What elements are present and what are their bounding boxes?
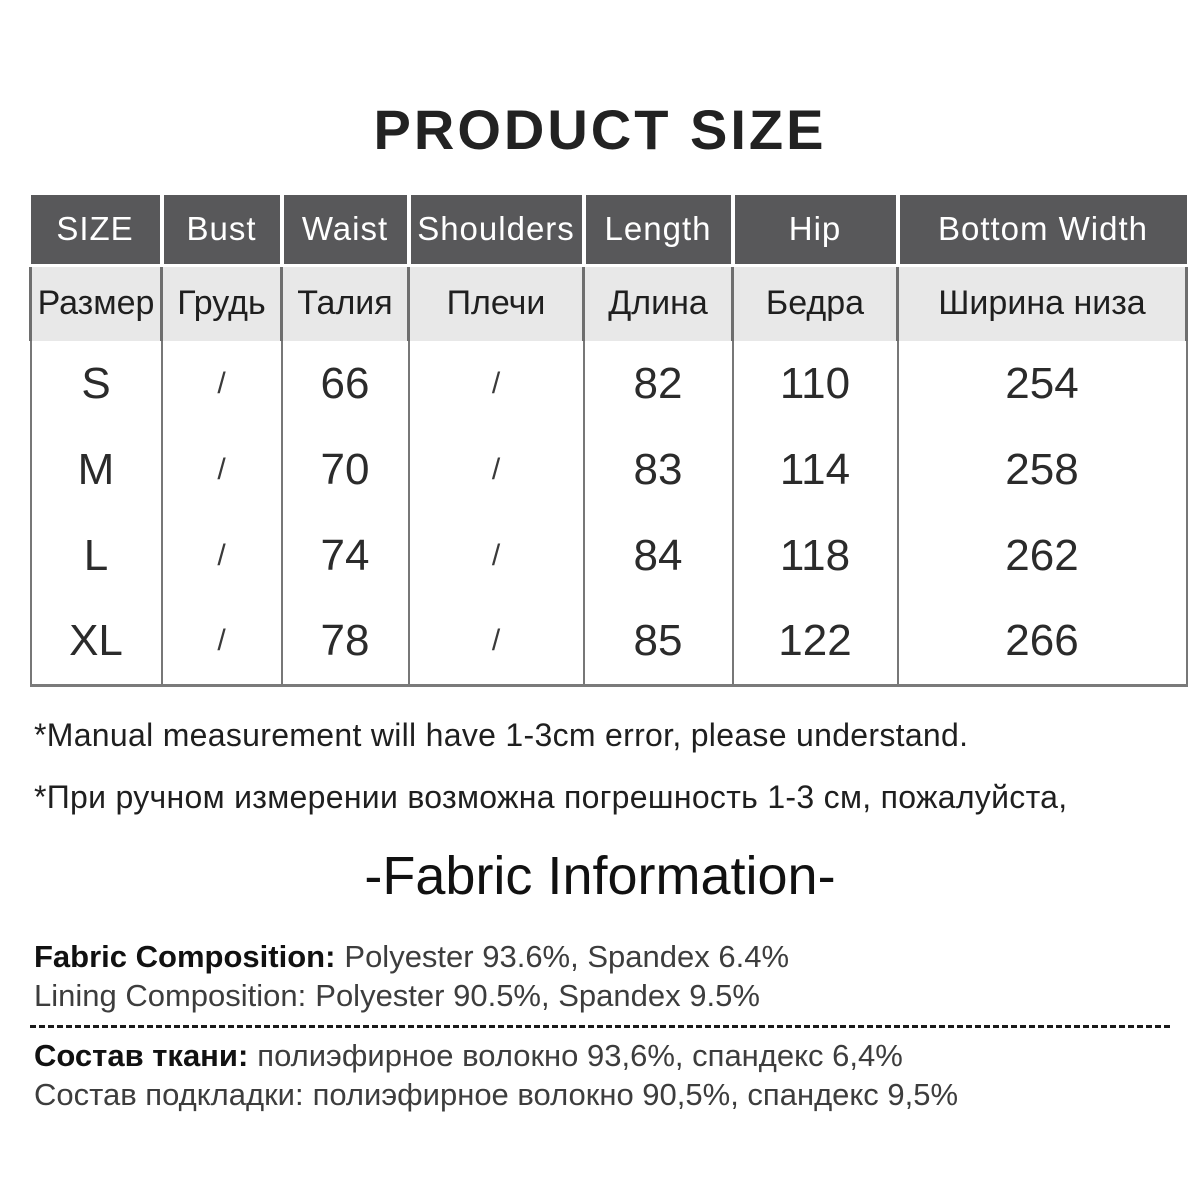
header-length-ru: Длина [584, 265, 733, 341]
header-bust-ru: Грудь [162, 265, 282, 341]
cell-size: L [31, 513, 162, 599]
fabric-composition-label: Fabric Composition: [34, 938, 336, 974]
cell-waist: 78 [282, 599, 409, 685]
cell-length: 84 [584, 513, 733, 599]
cell-bust: / [162, 427, 282, 513]
cell-waist: 66 [282, 341, 409, 427]
header-shoulders-ru: Плечи [409, 265, 584, 341]
cell-length: 83 [584, 427, 733, 513]
note-en: *Manual measurement will have 1-3cm error, please understand. [34, 716, 969, 753]
cell-hip: 110 [733, 341, 898, 427]
measurement-notes [34, 715, 1200, 817]
size-row-s [31, 341, 1187, 427]
cell-shoulders: / [409, 513, 584, 599]
header-bottom-width-ru: Ширина низа [898, 265, 1187, 341]
header-waist: Waist [282, 195, 409, 265]
dashed-divider [30, 1025, 1170, 1028]
cell-bottom-width: 266 [898, 599, 1187, 685]
lining-composition-label: Lining Composition: [34, 977, 307, 1013]
fabric-composition-block-ru [34, 1036, 1170, 1114]
cell-bottom-width: 254 [898, 341, 1187, 427]
cell-size: M [31, 427, 162, 513]
fabric-composition-value: Polyester 93.6%, Spandex 6.4% [344, 938, 790, 974]
cell-size: S [31, 341, 162, 427]
lining-composition-ru-label: Состав подкладки: [34, 1076, 304, 1112]
header-size-ru: Размер [31, 265, 162, 341]
cell-bust: / [162, 599, 282, 685]
header-hip: Hip [733, 195, 898, 265]
cell-waist: 70 [282, 427, 409, 513]
size-row-l [31, 513, 1187, 599]
cell-size: XL [31, 599, 162, 685]
fabric-composition-ru-value: полиэфирное волокно 93,6%, спандекс 6,4% [257, 1037, 903, 1073]
lining-composition-ru [34, 1075, 1170, 1114]
cell-length: 82 [584, 341, 733, 427]
size-table [29, 195, 1188, 687]
fabric-composition-ru-label: Состав ткани: [34, 1037, 249, 1073]
header-size: SIZE [31, 195, 162, 265]
lining-composition-en [34, 976, 1170, 1015]
cell-bottom-width: 258 [898, 427, 1187, 513]
lining-composition-ru-value: полиэфирное волокно 90,5%, спандекс 9,5% [312, 1076, 959, 1112]
cell-length: 85 [584, 599, 733, 685]
size-row-m [31, 427, 1187, 513]
header-bottom-width: Bottom Width [898, 195, 1187, 265]
header-hip-ru: Бедра [733, 265, 898, 341]
fabric-composition-block [34, 937, 1170, 1015]
fabric-information-heading: -Fabric Information- [364, 845, 836, 906]
table-header-row-ru [31, 265, 1187, 341]
cell-hip: 114 [733, 427, 898, 513]
cell-shoulders: / [409, 341, 584, 427]
cell-shoulders: / [409, 599, 584, 685]
note-ru: *При ручном измерении возможна погрешность 1-3 см, пожалуйста, [34, 778, 1068, 815]
cell-bottom-width: 262 [898, 513, 1187, 599]
size-row-xl [31, 599, 1187, 685]
cell-shoulders: / [409, 427, 584, 513]
header-waist-ru: Талия [282, 265, 409, 341]
page-title: PRODUCT SIZE [373, 98, 827, 161]
fabric-composition-ru [34, 1036, 1170, 1075]
fabric-composition-en [34, 937, 1170, 976]
cell-bust: / [162, 513, 282, 599]
header-shoulders: Shoulders [409, 195, 584, 265]
cell-bust: / [162, 341, 282, 427]
table-header-row-en [31, 195, 1187, 265]
lining-composition-value: Polyester 90.5%, Spandex 9.5% [315, 977, 760, 1013]
header-bust: Bust [162, 195, 282, 265]
cell-hip: 118 [733, 513, 898, 599]
cell-waist: 74 [282, 513, 409, 599]
cell-hip: 122 [733, 599, 898, 685]
header-length: Length [584, 195, 733, 265]
